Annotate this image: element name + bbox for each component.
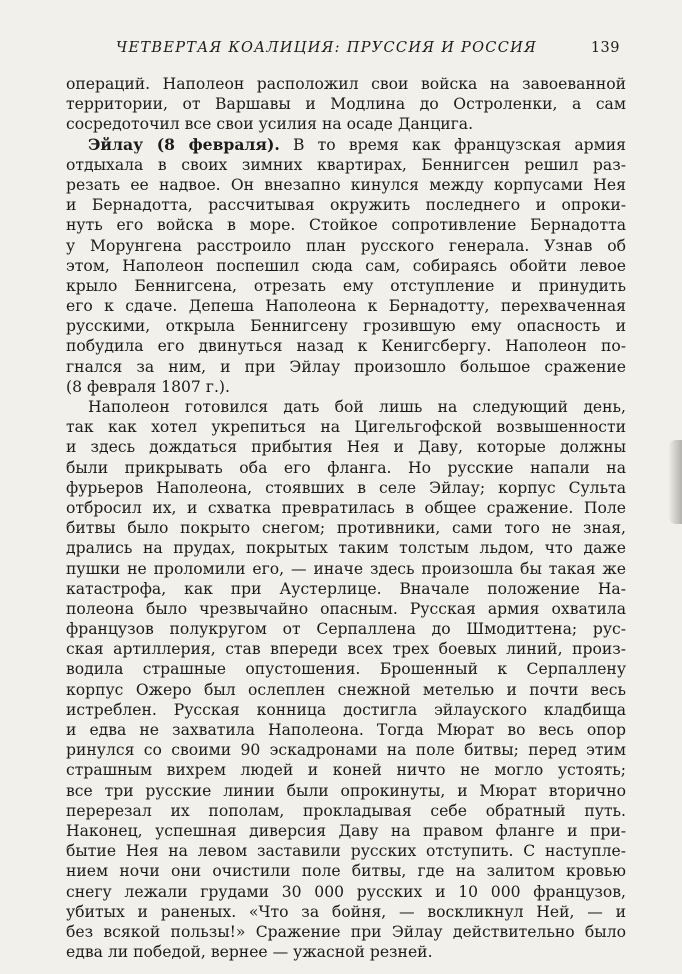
- running-title: ЧЕТВЕРТАЯ КОАЛИЦИЯ: ПРУССИЯ И РОССИЯ: [116, 40, 538, 56]
- text-line: дрались на прудах, покрытых таким толстым льдом, что даже: [66, 539, 626, 558]
- text-line: побудила его двинуться назад к Кенигсбергу. Наполеон по-: [66, 337, 626, 356]
- section-lead: Эйлау (8 февраля).: [88, 134, 280, 154]
- text-fragment: В то время как французская армия: [279, 135, 626, 154]
- text-line: французов полукругом от Серпаллена до Шмодиттена; рус-: [66, 620, 626, 639]
- text-line: и Бернадотта, рассчитывая окружить последнего и опроки-: [66, 196, 626, 215]
- text-line: этом, Наполеон поспешил сюда сам, собираясь обойти левое: [66, 256, 626, 275]
- text-line: ринулся со своими 90 эскадронами на поле битвы; перед этим: [66, 741, 626, 760]
- text-line: [66, 135, 626, 155]
- text-line: катастрофа, как при Аустерлице. Вначале положение На-: [66, 579, 626, 598]
- body-text: [66, 74, 626, 962]
- text-line: территории, от Варшавы и Модлина до Остроленки, а сам: [66, 95, 626, 114]
- text-line: отдыхала в своих зимних квартирах, Беннигсен решил раз-: [66, 155, 626, 174]
- text-line: у Морунгена расстроило план русского генерала. Узнав об: [66, 236, 626, 255]
- text-line: едва ли победой, вернее — ужасной резней.: [66, 943, 433, 962]
- text-line: водила страшные опустошения. Брошенный к Серпаллену: [66, 660, 626, 679]
- text-line: крыло Беннигсена, отрезать ему отступление и принудить: [66, 276, 626, 295]
- text-line: (8 февраля 1807 г.).: [66, 377, 230, 396]
- text-line: битвы было покрыто снегом; противники, сами того не зная,: [66, 519, 626, 538]
- text-line: и едва не захватила Наполеона. Тогда Мюрат во весь опор: [66, 721, 626, 739]
- text-line: так как хотел укрепиться на Цигельгофской возвышенности: [66, 418, 626, 437]
- text-line: нием ночи они очистили поле битвы, где на залитом кровью: [66, 862, 626, 881]
- text-line: Наполеон готовился дать бой лишь на следующий день,: [88, 398, 626, 416]
- text-line: его к сдаче. Депеша Наполеона к Бернадотту, перехваченная: [66, 297, 626, 316]
- text-line: страшным вихрем людей и коней ничто не могло устоять;: [66, 761, 626, 780]
- text-line: русскими, открыла Беннигсену грозившую ему опасность и: [66, 317, 626, 336]
- text-line: Наконец, успешная диверсия Даву на правом фланге и при-: [66, 821, 626, 840]
- text-line: и здесь дождаться прибытия Нея и Даву, которые должны: [66, 438, 626, 457]
- text-line: убитых и раненых. «Что за бойня, — воскликнул Ней, — и: [66, 902, 626, 921]
- text-line: перерезал их пополам, прокладывая себе обратный путь.: [66, 801, 626, 820]
- text-line: операций. Наполеон расположил свои войска на завоеванной: [66, 75, 626, 93]
- text-line: сосредоточил все свои усилия на осаде Данцига.: [66, 115, 474, 134]
- text-line: гнался за ним, и при Эйлау произошло большое сражение: [66, 357, 626, 376]
- text-line: фурьеров Наполеона, стоявших в селе Эйлау; корпус Сульта: [66, 478, 626, 497]
- text-line: пушки не проломили его, — иначе здесь произошла бы такая же: [66, 559, 626, 578]
- text-line: ская артиллерия, став впереди всех трех боевых линий, произ-: [66, 640, 626, 659]
- text-line: все три русские линии были опрокинуты, и Мюрат вторично: [66, 781, 626, 800]
- text-line: резать ее надвое. Он внезапно кинулся между корпусами Нея: [66, 175, 626, 194]
- text-line: нуть его войска в море. Стойкое сопротивление Бернадотта: [66, 216, 626, 235]
- text-line: корпус Ожеро был ослеплен снежной метелью и почти весь: [66, 680, 626, 699]
- page-number: 139: [590, 40, 620, 56]
- text-line: были прикрывать оба его фланга. Но русские напали на: [66, 458, 626, 477]
- text-line: истреблен. Русская конница достигла эйлауского кладбища: [66, 700, 626, 719]
- text-line: бытие Нея на левом заставили русских отступить. С наступле-: [66, 842, 626, 861]
- text-line: без всякой пользы!» Сражение при Эйлау действительно было: [66, 922, 626, 941]
- text-line: снегу лежали грудами 30 000 русских и 10 000 французов,: [66, 882, 626, 901]
- page-header: [110, 40, 620, 62]
- text-line: отбросил их, и схватка превратилась в общее сражение. Поле: [66, 498, 626, 517]
- scan-edge-shadow: [668, 440, 682, 524]
- text-line: полеона было чрезвычайно опасным. Русская армия охватила: [66, 599, 626, 618]
